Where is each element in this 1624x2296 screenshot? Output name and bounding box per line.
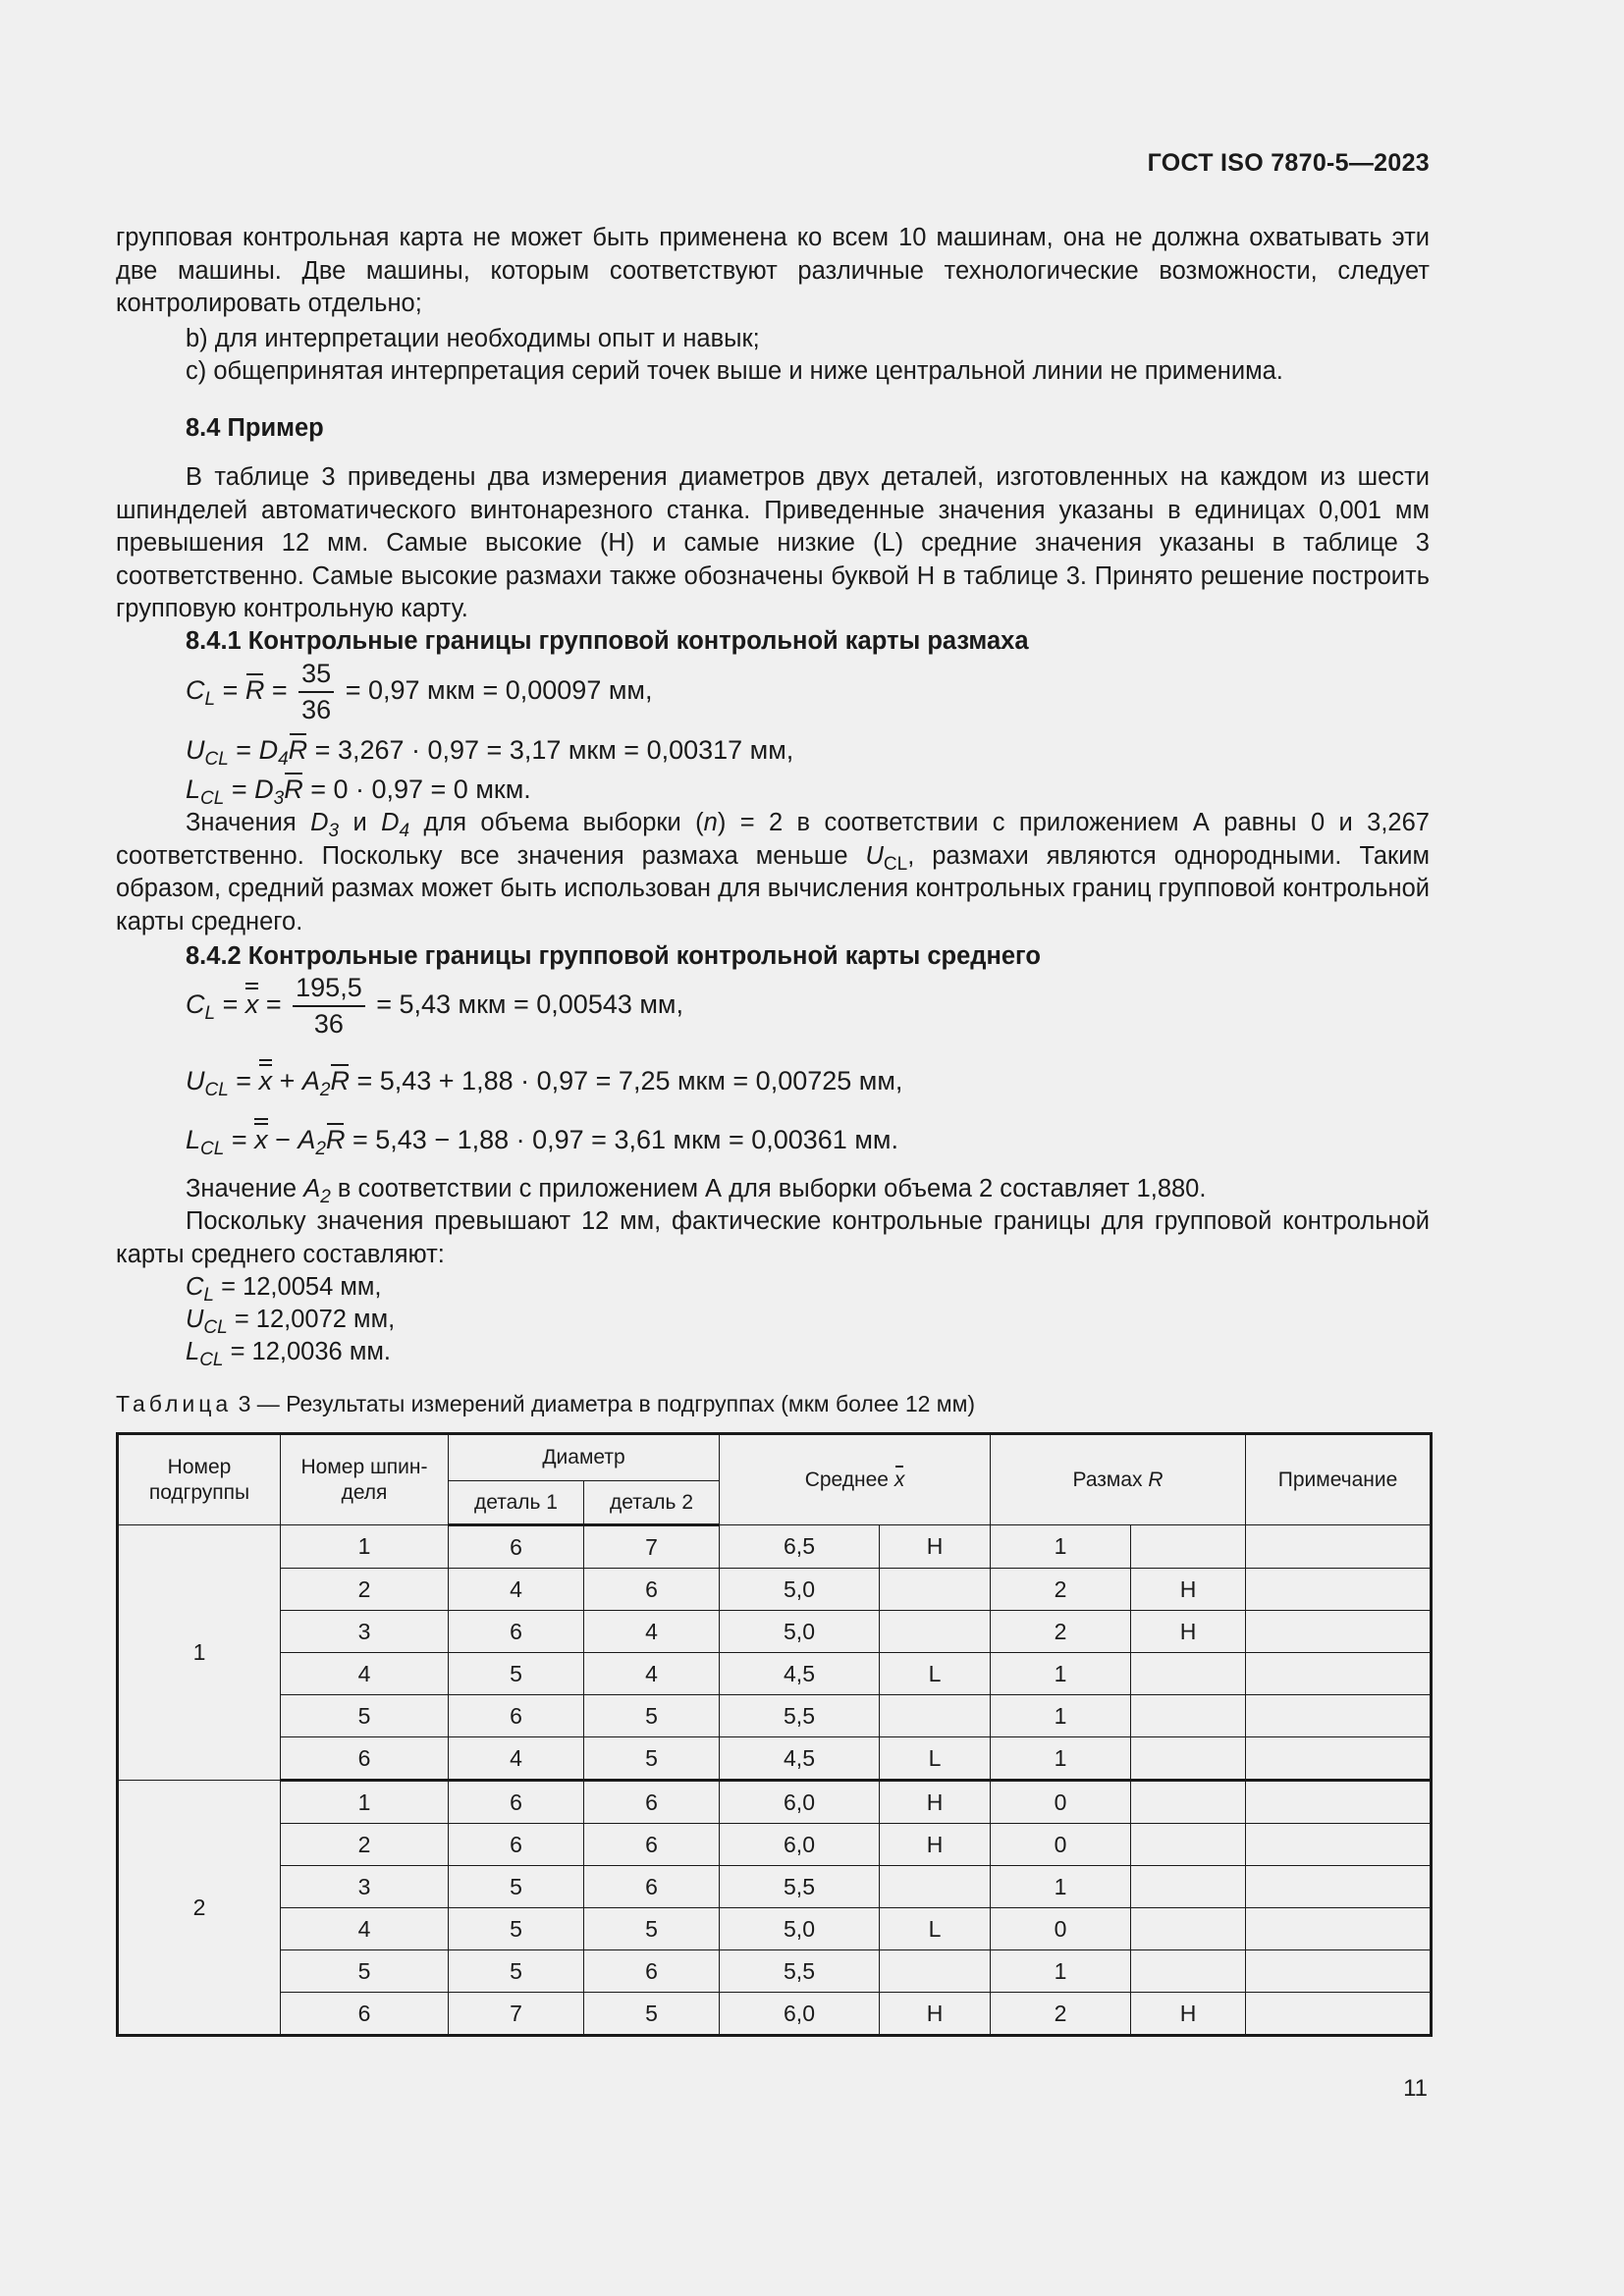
equation-ucl-mean: $U_{CL} = x + A_2R = 5,43 + 1,88 \cdot 0,97 = 7,25$ мкм = 0,00725 мм, xyxy=(186,1066,903,1100)
table-cell xyxy=(880,1695,991,1737)
table-cell xyxy=(1131,1695,1246,1737)
list-item-b: b) для интерпретации необходимы опыт и навык; xyxy=(186,325,760,352)
table-cell xyxy=(880,1950,991,1993)
table-cell: 6 xyxy=(281,1737,449,1781)
table-cell xyxy=(880,1611,991,1653)
table-cell: 2 xyxy=(991,1993,1131,2036)
table-cell: 4,5 xyxy=(720,1653,880,1695)
table-cell: H xyxy=(880,1525,991,1569)
note-cell xyxy=(1246,1781,1432,1824)
table-cell: H xyxy=(880,1824,991,1866)
table-row xyxy=(118,1908,1432,1950)
intro-paragraph: групповая контрольная карта не может быть применена ко всем 10 машинам, она не должна охватывать эти две машины. Две машины, которым соответствуют различные технологические возможности, следует контролировать отдельно; xyxy=(116,224,1430,317)
table-cell: 5,5 xyxy=(720,1950,880,1993)
table-cell: 2 xyxy=(281,1824,449,1866)
table-cell: H xyxy=(1131,1611,1246,1653)
cl-mean-numerator: 195,5 xyxy=(293,972,365,1007)
table-cell: 2 xyxy=(991,1611,1131,1653)
table-cell: 3 xyxy=(281,1866,449,1908)
table-cell: 6 xyxy=(449,1781,584,1824)
table-cell xyxy=(1131,1824,1246,1866)
header-mean: Среднее x xyxy=(720,1434,991,1525)
table-cell: 5 xyxy=(449,1653,584,1695)
table-cell: 5,5 xyxy=(720,1695,880,1737)
cl-mean-denominator: 36 xyxy=(313,1009,344,1039)
table-cell: 6 xyxy=(449,1611,584,1653)
table-cell: 1 xyxy=(281,1525,449,1569)
header-range: Размах R xyxy=(991,1434,1246,1525)
table-cell: 1 xyxy=(991,1525,1131,1569)
table-cell xyxy=(1131,1908,1246,1950)
table-cell: 6 xyxy=(449,1695,584,1737)
table-cell: 4 xyxy=(449,1737,584,1781)
table-cell: 4 xyxy=(584,1653,720,1695)
measurements-table xyxy=(116,1432,1433,2037)
table-cell: 4,5 xyxy=(720,1737,880,1781)
note-cell xyxy=(1246,1908,1432,1950)
table-row xyxy=(118,1653,1432,1695)
table-row xyxy=(118,1569,1432,1611)
section-8-4-2-title: 8.4.2 Контрольные границы групповой контрольной карты среднего xyxy=(186,942,1041,970)
table-cell: 0 xyxy=(991,1824,1131,1866)
final-lcl: $L_{CL} = 12,0036$ мм. xyxy=(186,1338,391,1370)
note-cell xyxy=(1246,1950,1432,1993)
table-cell: H xyxy=(1131,1569,1246,1611)
cl-range-denominator: 36 xyxy=(301,695,332,724)
table-cell xyxy=(1131,1737,1246,1781)
section-8-4-1-title: 8.4.1 Контрольные границы групповой контрольной карты размаха xyxy=(186,627,1029,655)
table-cell: L xyxy=(880,1653,991,1695)
table-cell xyxy=(880,1866,991,1908)
table-row xyxy=(118,1950,1432,1993)
table-cell: 5 xyxy=(584,1993,720,2036)
table-cell: 4 xyxy=(584,1611,720,1653)
table-cell: 6 xyxy=(449,1824,584,1866)
table-cell: 7 xyxy=(449,1993,584,2036)
table-row xyxy=(118,1781,1432,1824)
table-cell: 6,0 xyxy=(720,1781,880,1824)
note-cell xyxy=(1246,1653,1432,1695)
table-cell: 6 xyxy=(584,1866,720,1908)
table-row xyxy=(118,1824,1432,1866)
table-cell: 5 xyxy=(584,1695,720,1737)
table-cell: H xyxy=(1131,1993,1246,2036)
table-cell: 5,0 xyxy=(720,1908,880,1950)
table-cell: 2 xyxy=(281,1569,449,1611)
table-cell: 2 xyxy=(991,1569,1131,1611)
table-cell xyxy=(880,1569,991,1611)
list-item-c: c) общепринятая интерпретация серий точек выше и ниже центральной линии не применима. xyxy=(186,357,1283,385)
table-cell: 6 xyxy=(584,1950,720,1993)
table-cell: 0 xyxy=(991,1781,1131,1824)
table-cell: 6 xyxy=(584,1781,720,1824)
table-cell: 5 xyxy=(281,1950,449,1993)
table-cell: 5 xyxy=(584,1908,720,1950)
table-cell: 5,5 xyxy=(720,1866,880,1908)
table-cell: 3 xyxy=(281,1611,449,1653)
cl-mean-result: = 5,43 мкм = 0,00543 мм, xyxy=(376,989,683,1020)
equation-lcl-range: $L_{CL} = D_3R = 0 \cdot 0,97 = 0$ мкм. xyxy=(186,774,531,809)
header-part-1: деталь 1 xyxy=(449,1481,584,1525)
table-cell: H xyxy=(880,1781,991,1824)
cl-range-result: = 0,97 мкм = 0,00097 мм, xyxy=(345,675,653,706)
table-cell: L xyxy=(880,1908,991,1950)
table-cell: 5,0 xyxy=(720,1569,880,1611)
a2-statement: Значение $A_2$ в соответствии с приложением А для выборки объема 2 составляет 1,880. xyxy=(186,1175,1207,1207)
ucl-range-rhs: = 3,267 · 0,97 = 3,17 мкм = 0,00317 мм, xyxy=(314,735,794,765)
lcl-mean-rhs: = 5,43 − 1,88 · 0,97 = 3,61 мкм = 0,00361 мм. xyxy=(352,1125,898,1154)
table-cell: 6 xyxy=(584,1824,720,1866)
table-row xyxy=(118,1993,1432,2036)
note-cell xyxy=(1246,1695,1432,1737)
lcl-range-rhs: = 0 · 0,97 = 0 мкм. xyxy=(310,774,531,804)
table-row xyxy=(118,1611,1432,1653)
table-cell: 1 xyxy=(281,1781,449,1824)
section-8-4-2-paragraph: Поскольку значения превышают 12 мм, фактические контрольные границы для групповой контрольной карты среднего составляют: xyxy=(116,1207,1430,1268)
cl-range-numerator: 35 xyxy=(298,658,334,693)
equation-ucl-range: $U_{CL} = D_4R = 3,267 \cdot 0,97 = 3,17$ мкм = 0,00317 мм, xyxy=(186,735,794,770)
table-cell: H xyxy=(880,1993,991,2036)
table-cell: 1 xyxy=(991,1866,1131,1908)
table-cell xyxy=(1131,1950,1246,1993)
ucl-mean-rhs: = 5,43 + 1,88 · 0,97 = 7,25 мкм = 0,00725 мм, xyxy=(356,1066,903,1095)
table-cell: 6 xyxy=(281,1993,449,2036)
table-cell: 5 xyxy=(281,1695,449,1737)
table-cell xyxy=(1131,1781,1246,1824)
table-cell xyxy=(1131,1866,1246,1908)
table-cell: 5,0 xyxy=(720,1611,880,1653)
table-cell: L xyxy=(880,1737,991,1781)
table-cell: 5 xyxy=(584,1737,720,1781)
table-cell: 4 xyxy=(449,1569,584,1611)
table-cell: 4 xyxy=(281,1653,449,1695)
table-cell: 5 xyxy=(449,1866,584,1908)
table-cell: 0 xyxy=(991,1908,1131,1950)
group-number-cell: 1 xyxy=(118,1525,281,1781)
header-spindle-number: Номер шпин-деля xyxy=(281,1434,449,1525)
note-cell xyxy=(1246,1866,1432,1908)
table-row xyxy=(118,1866,1432,1908)
table-row xyxy=(118,1695,1432,1737)
table-cell xyxy=(1131,1653,1246,1695)
header-diameter: Диаметр xyxy=(449,1434,720,1481)
equation-cl-range: $C_L = R$ = $\frac{35}{36}$ = 0,97 мкм = 0,00097 мм, xyxy=(186,659,653,724)
table-cell: 7 xyxy=(584,1525,720,1569)
document-header: ГОСТ ISO 7870-5—2023 xyxy=(1147,149,1430,177)
table-cell: 1 xyxy=(991,1737,1131,1781)
table-cell xyxy=(1131,1525,1246,1569)
table-cell: 4 xyxy=(281,1908,449,1950)
table-cell: 1 xyxy=(991,1950,1131,1993)
header-note: Примечание xyxy=(1246,1434,1432,1525)
section-8-4-title: 8.4 Пример xyxy=(186,414,324,442)
table-cell: 6,5 xyxy=(720,1525,880,1569)
table-caption: Таблица 3 — Результаты измерений диаметра в подгруппах (мкм более 12 мм) xyxy=(116,1391,976,1416)
table-cell: 6 xyxy=(449,1525,584,1569)
group-number-cell: 2 xyxy=(118,1781,281,2036)
equation-cl-mean: $C_L = x$ = $\frac{195,5}{36}$ = 5,43 мкм = 0,00543 мм, xyxy=(186,973,683,1039)
note-cell xyxy=(1246,1824,1432,1866)
note-cell xyxy=(1246,1569,1432,1611)
section-8-4-1-paragraph: Значения $D_3$ и $D_4$ для объема выборки (n) = 2 в соответствии с приложением А равны 0 и 3,267 соответственно. Поскольку все значения размаха меньше $U_{CL}$, размахи являются однородными. Таким образом, средний размах может быть использован для вычисления контрольных границ групповой контрольной карты среднего. xyxy=(116,809,1430,935)
table-cell: 1 xyxy=(991,1653,1131,1695)
section-8-4-paragraph: В таблице 3 приведены два измерения диаметров двух деталей, изготовленных на каждом из шести шпинделей автоматического винтонарезного станка. Приведенные значения указаны в единицах 0,001 мм превышения 12 мм. Самые высокие (H) и самые низкие (L) средние значения указаны в таблице 3 соответственно. Самые высокие размахи также обозначены буквой H в таблице 3. Принято решение построить групповую контрольную карту. xyxy=(116,463,1430,622)
final-ucl: $U_{CL} = 12,0072$ мм, xyxy=(186,1306,396,1338)
table-row xyxy=(118,1525,1432,1569)
note-cell xyxy=(1246,1993,1432,2036)
table-cell: 6,0 xyxy=(720,1824,880,1866)
page-number: 11 xyxy=(1403,2075,1428,2102)
table-row xyxy=(118,1737,1432,1781)
table-cell: 5 xyxy=(449,1950,584,1993)
note-cell xyxy=(1246,1737,1432,1781)
table-cell: 5 xyxy=(449,1908,584,1950)
equation-lcl-mean: $L_{CL} = x - A_2R = 5,43 - 1,88 \cdot 0,97 = 3,61$ мкм = 0,00361 мм. xyxy=(186,1125,898,1159)
note-cell xyxy=(1246,1525,1432,1569)
table-cell: 1 xyxy=(991,1695,1131,1737)
note-cell xyxy=(1246,1611,1432,1653)
table-cell: 6 xyxy=(584,1569,720,1611)
header-group-number: Номер подгруппы xyxy=(118,1434,281,1525)
table-cell: 6,0 xyxy=(720,1993,880,2036)
final-cl: $C_L = 12,0054$ мм, xyxy=(186,1273,382,1306)
header-part-2: деталь 2 xyxy=(584,1481,720,1525)
